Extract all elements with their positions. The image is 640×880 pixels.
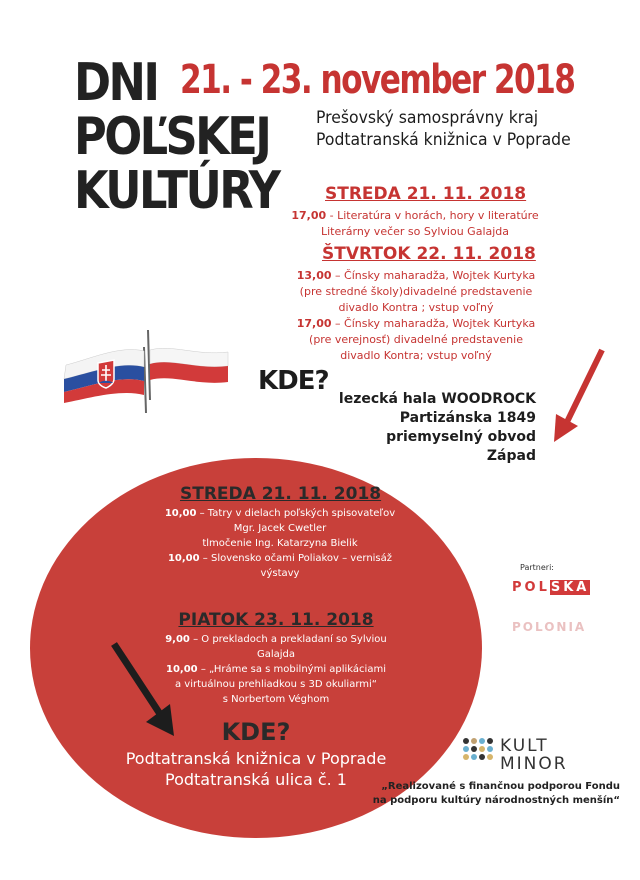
title-line-2: POĽSKEJ (74, 107, 270, 167)
upper-day2-events (286, 268, 546, 364)
event-text: – Čínsky maharadža, Wojtek Kurtyka (331, 317, 536, 330)
event-line (286, 316, 546, 332)
title-line-1: DNI (74, 53, 158, 113)
organizer-1: Prešovský samosprávny kraj (316, 108, 539, 128)
upper-day-2: ŠTVRTOK 22. 11. 2018 (322, 244, 536, 264)
event-line (286, 348, 546, 364)
title-line-3: KULTÚRY (74, 161, 279, 221)
event-line (130, 566, 430, 581)
event-time: 10,00 (166, 664, 198, 675)
event-text: – „Hráme sa s mobilnými aplikáciami (197, 664, 386, 675)
polish-flag-icon (142, 330, 232, 400)
event-text: Mgr. Jacek Cwetler (233, 523, 327, 534)
event-dates: 21. - 23. november 2018 (180, 57, 575, 103)
event-time: 10,00 (167, 553, 200, 564)
event-time: 13,00 (296, 269, 332, 282)
event-text: – Slovensko očami Poliakov – vernisáž (199, 553, 393, 564)
event-line (286, 300, 546, 316)
event-text: (pre verejnosť) divadelné predstavenie (309, 333, 523, 346)
event-line (286, 332, 546, 348)
event-text: Literárny večer so Sylviou Galajda (320, 225, 510, 238)
venue-line: Partizánska 1849 (399, 410, 536, 426)
event-line (130, 551, 430, 566)
event-text: Galajda (256, 649, 296, 660)
event-line (290, 208, 540, 224)
circle-day1-events (130, 506, 430, 581)
event-text: tlmočenie Ing. Katarzyna Bielik (202, 538, 358, 549)
event-time: 9,00 (165, 634, 190, 645)
polonia-logo: POLONIA (512, 620, 587, 634)
kult-minor-logo-icon (462, 737, 496, 765)
circle-day-1: STREDA 21. 11. 2018 (180, 484, 382, 504)
partners-label: Partneri: (520, 563, 554, 572)
circle-venue (116, 748, 396, 790)
event-line (130, 536, 430, 551)
venue-line: Podtatranská knižnica v Poprade (125, 749, 387, 768)
event-text: s Norbertom Véghom (222, 694, 330, 705)
event-text: divadlo Kontra; vstup voľný (340, 349, 492, 362)
venue-line: lezecká hala WOODROCK (338, 391, 536, 407)
event-line (286, 284, 546, 300)
event-time: 17,00 (296, 317, 332, 330)
polska-logo (512, 580, 590, 595)
event-text: – Tatry v dielach poľských spisovateľov (196, 508, 396, 519)
event-line (130, 506, 430, 521)
organizer-2: Podtatranská knižnica v Poprade (316, 130, 571, 150)
upper-kde-heading: KDE? (258, 366, 329, 396)
circle-kde-heading: KDE? (221, 718, 291, 746)
upper-day1-events (290, 208, 540, 240)
slovak-flag-icon (60, 345, 150, 415)
upper-venue (330, 390, 536, 466)
event-time: 10,00 (164, 508, 197, 519)
footer-line-1: „Realizované s finančnou podporou Fondu (381, 781, 620, 792)
event-text: - Literatúra v horách, hory v literatúre (326, 209, 539, 222)
venue-line: Podtatranská ulica č. 1 (165, 770, 347, 789)
event-line (130, 521, 430, 536)
event-text: (pre stredné školy)divadelné predstavenie (299, 285, 533, 298)
event-text: – O prekladoch a prekladaní so Sylviou (189, 634, 387, 645)
event-text: divadlo Kontra ; vstup voľný (338, 301, 494, 314)
event-text: výstavy (260, 568, 300, 579)
footer-line-2: na podporu kultúry národnostných menšín“ (372, 795, 620, 806)
venue-line: Západ (486, 448, 536, 464)
event-text: a virtuálnou prehliadkou s 3D okuliarmi“ (175, 679, 377, 690)
polska-text-b: SKA (550, 580, 590, 595)
kult-minor-line-1: KULT (500, 736, 549, 756)
event-text: – Čínsky maharadža, Wojtek Kurtyka (331, 269, 536, 282)
circle-day-2: PIATOK 23. 11. 2018 (178, 610, 374, 630)
arrow-down-left-icon (548, 346, 608, 446)
event-time: 17,00 (291, 209, 327, 222)
event-line (290, 224, 540, 240)
event-line (286, 268, 546, 284)
upper-day-1: STREDA 21. 11. 2018 (325, 184, 527, 204)
polska-text-a: POL (512, 580, 550, 595)
venue-line: priemyselný obvod (386, 429, 536, 445)
arrow-down-right-icon (108, 640, 188, 740)
kult-minor-line-2: MINOR (500, 754, 568, 774)
